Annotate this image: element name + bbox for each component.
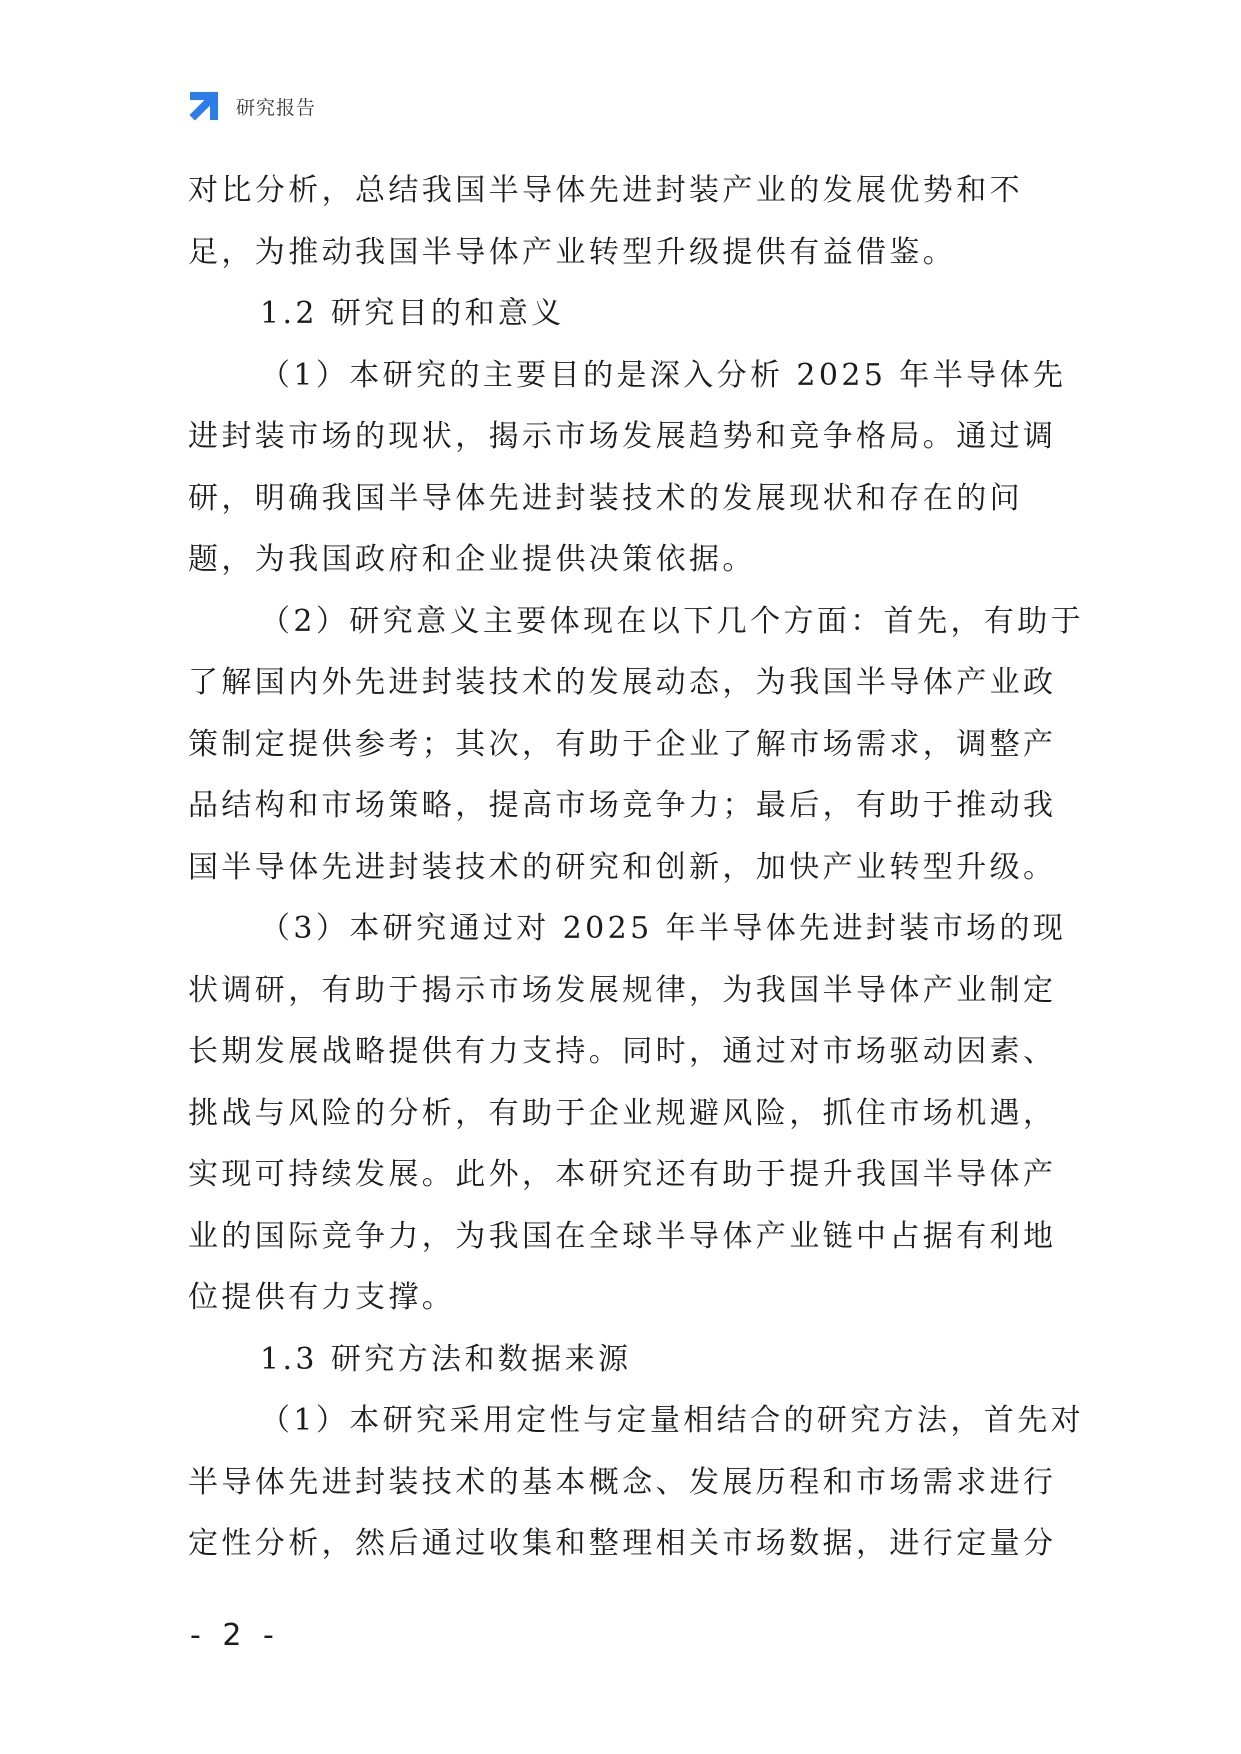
section-heading-1-3: 1.3 研究方法和数据来源 xyxy=(260,1341,632,1377)
page-number: - 2 - xyxy=(190,1618,280,1653)
document-body xyxy=(188,160,1088,1575)
paragraph-significance-3: （3）本研究通过对 2025 年半导体先进封装市场的现状调研，有助于揭示市场发展规律，为我国半导体产业制定长期发展战略提供有力支持。同时，通过对市场驱动因素、挑战与风险的分析，有助于企业规避风险，抓住市场机遇，实现可持续发展。此外，本研究还有助于提升我国半导体产业的国际竞争力，为我国在全球半导体产业链中占据有利地位提供有力支撑。 xyxy=(188,911,1067,1315)
paragraph-purpose-1: （1）本研究的主要目的是深入分析 2025 年半导体先进封装市场的现状，揭示市场发展趋势和竞争格局。通过调研，明确我国半导体先进封装技术的发展现状和存在的问题，为我国政府和企业提供决策依据。 xyxy=(188,357,1067,577)
arrow-up-right-icon xyxy=(186,88,222,124)
paragraph-significance-2: （2）研究意义主要体现在以下几个方面：首先，有助于了解国内外先进封装技术的发展动态，为我国半导体产业政策制定提供参考；其次，有助于企业了解市场需求，调整产品结构和市场策略，提高市场竞争力；最后，有助于推动我国半导体先进封装技术的研究和创新，加快产业转型升级。 xyxy=(188,603,1085,885)
paragraph-methods-1: （1）本研究采用定性与定量相结合的研究方法，首先对半导体先进封装技术的基本概念、发展历程和市场需求进行定性分析，然后通过收集和整理相关市场数据，进行定量分 xyxy=(188,1403,1085,1561)
header-title: 研究报告 xyxy=(236,96,317,119)
page-header xyxy=(186,88,316,124)
section-heading-1-2: 1.2 研究目的和意义 xyxy=(260,296,565,331)
paragraph-continuation: 对比分析，总结我国半导体先进封装产业的发展优势和不足，为推动我国半导体产业转型升级提供有益借鉴。 xyxy=(188,173,1023,270)
